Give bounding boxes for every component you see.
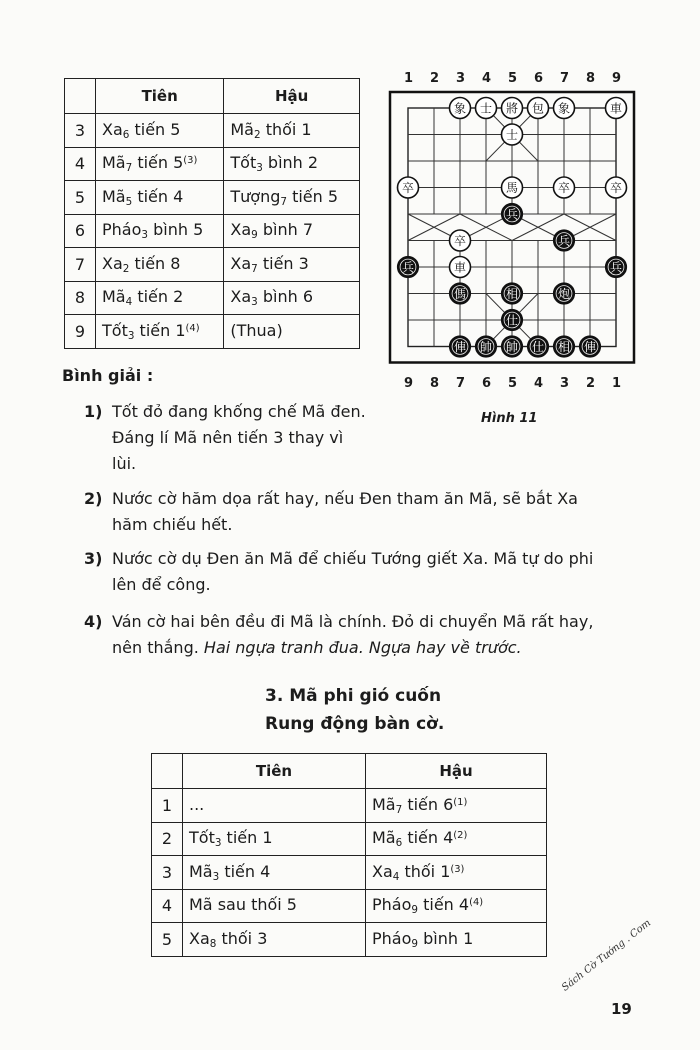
- red-move: [183, 889, 366, 923]
- black-move: [224, 114, 360, 148]
- note-text-line: Nước cờ dụ Đen ăn Mã để chiếu Tướng giết Xa. Mã tự do phi: [112, 549, 594, 568]
- red-move: [96, 214, 224, 248]
- bottom-file-number: 7: [456, 376, 466, 391]
- move-number: 1: [152, 789, 183, 823]
- board-figure: [382, 66, 644, 396]
- black-move: [366, 856, 547, 890]
- move-number: 7: [65, 248, 96, 282]
- piece-name: Xa: [230, 220, 252, 240]
- red-move: [183, 822, 366, 856]
- piece-name: Tốt: [102, 320, 128, 340]
- move-number: 6: [65, 214, 96, 248]
- footnote-marker: (2): [453, 830, 468, 842]
- file-index: 7: [125, 162, 133, 175]
- red-piece-glyph: 相: [505, 287, 519, 301]
- red-piece-glyph: 兵: [609, 260, 623, 275]
- piece-name: ...: [189, 794, 205, 814]
- bottom-file-number: 3: [560, 376, 570, 391]
- move-action: tiến 5: [129, 119, 181, 139]
- table-row: [152, 822, 547, 856]
- file-index: 3: [212, 870, 220, 883]
- move-action: bình 7: [257, 220, 313, 240]
- move-action: tiến 6: [402, 794, 454, 814]
- move-number: 3: [152, 856, 183, 890]
- file-index: 8: [209, 937, 217, 950]
- table-row: [152, 923, 547, 957]
- note-number: 3): [84, 549, 103, 568]
- piece-name: Mã: [372, 828, 396, 848]
- file-index: 3: [256, 162, 263, 175]
- piece-name: Mã: [189, 861, 213, 881]
- red-piece-glyph: 俥: [453, 340, 467, 354]
- piece-name: Xa: [189, 928, 210, 948]
- piece-name: Pháo: [102, 220, 142, 240]
- note-text-line: Tốt đỏ đang khống chế Mã đen.: [112, 402, 366, 421]
- file-index: 5: [125, 195, 133, 208]
- red-move: [96, 281, 224, 315]
- piece-name: Tượng: [230, 186, 281, 206]
- move-action: thối 1: [260, 119, 312, 139]
- piece-name: Pháo: [372, 895, 412, 915]
- note-number: 4): [84, 612, 103, 631]
- move-action: tiến 3: [257, 253, 309, 273]
- black-piece-glyph: 象: [557, 101, 571, 116]
- note-text-line: lên để công.: [112, 575, 211, 594]
- move-action: tiến 1: [134, 320, 186, 340]
- bottom-file-number: 4: [534, 376, 544, 391]
- table-header-row: [152, 754, 547, 789]
- move-action: tiến 5: [287, 186, 339, 206]
- table-row: [152, 789, 547, 823]
- bottom-file-number: 9: [404, 376, 414, 391]
- red-piece-glyph: 仕: [531, 340, 545, 354]
- piece-name: Tốt: [189, 828, 215, 848]
- move-action: bình 5: [148, 220, 204, 240]
- move-action: thối 1: [399, 861, 451, 881]
- file-index: 7: [280, 195, 287, 208]
- move-number: 4: [152, 889, 183, 923]
- moves-table-1: [64, 78, 360, 349]
- move-action: tiến 4: [418, 895, 470, 915]
- black-move: [224, 214, 360, 248]
- red-move: [96, 181, 224, 215]
- move-action: tiến 4: [219, 861, 271, 881]
- file-index: 6: [122, 128, 130, 141]
- red-piece-glyph: 俥: [583, 340, 597, 354]
- file-index: 2: [122, 262, 130, 275]
- figure-caption: Hình 11: [481, 411, 538, 426]
- section-title: 3. Mã phi gió cuốn: [265, 686, 442, 706]
- piece-name: Xa: [372, 861, 393, 881]
- piece-name: Mã sau thối 5: [189, 895, 297, 915]
- header-black: Hậu: [224, 79, 360, 114]
- note-text-line: Đáng lí Mã nên tiến 3 thay vì: [112, 428, 344, 447]
- red-piece-glyph: 兵: [557, 234, 571, 248]
- watermark-signature: Sách Cờ Tướng . Com: [560, 917, 654, 994]
- piece-name: Xa: [230, 287, 252, 307]
- commentary-note-4: [84, 609, 644, 661]
- piece-name: Mã: [102, 153, 126, 173]
- black-piece-glyph: 卒: [609, 181, 623, 195]
- footnote-marker: (3): [183, 155, 198, 167]
- footnote-marker: (4): [185, 322, 200, 334]
- note-text-line: Ván cờ hai bên đều đi Mã là chính. Đỏ di chuyển Mã rất hay,: [112, 612, 594, 631]
- move-number: 5: [65, 181, 96, 215]
- black-piece-glyph: 將: [505, 101, 519, 116]
- black-move: [366, 822, 547, 856]
- file-index: 7: [251, 262, 258, 275]
- move-action: tiến 4: [402, 828, 454, 848]
- move-number: 2: [152, 822, 183, 856]
- header-red: Tiên: [183, 754, 366, 789]
- header-number: [152, 754, 183, 789]
- file-index: 9: [251, 229, 258, 242]
- file-index: 7: [395, 803, 403, 816]
- piece-name: Mã: [102, 186, 126, 206]
- top-file-number: 4: [482, 71, 492, 86]
- bottom-file-number: 1: [612, 376, 622, 391]
- table-header-row: [65, 79, 360, 114]
- file-index: 9: [411, 937, 419, 950]
- move-action: tiến 2: [132, 287, 184, 307]
- footnote-marker: (3): [450, 863, 465, 875]
- table-row: [65, 248, 360, 282]
- header-number: [65, 79, 96, 114]
- file-index: 3: [127, 329, 135, 342]
- piece-name: (Thua): [230, 320, 283, 340]
- black-move: [224, 315, 360, 349]
- red-move: [96, 248, 224, 282]
- piece-name: Xa: [102, 119, 123, 139]
- note-number: 2): [84, 489, 103, 508]
- move-action: thối 3: [216, 928, 268, 948]
- piece-name: Mã: [372, 794, 396, 814]
- table-row: [65, 281, 360, 315]
- top-file-number: 3: [456, 71, 466, 86]
- black-piece-glyph: 車: [609, 101, 623, 116]
- piece-name: Pháo: [372, 928, 412, 948]
- red-piece-glyph: 兵: [401, 260, 415, 275]
- footnote-marker: (1): [453, 796, 468, 808]
- top-file-number: 7: [560, 71, 570, 86]
- piece-name: Xa: [230, 253, 252, 273]
- red-move: [96, 114, 224, 148]
- black-piece-glyph: 包: [531, 101, 545, 116]
- move-action: tiến 4: [132, 186, 184, 206]
- black-piece-glyph: 卒: [453, 234, 467, 248]
- moves-table-2: [151, 753, 547, 957]
- table-row: [65, 315, 360, 349]
- red-move: [96, 147, 224, 181]
- black-piece-glyph: 卒: [401, 181, 415, 195]
- bottom-file-number: 5: [508, 376, 518, 391]
- red-move: [183, 856, 366, 890]
- black-move: [224, 248, 360, 282]
- header-red: Tiên: [96, 79, 224, 114]
- red-piece-glyph: 帥: [479, 340, 493, 354]
- move-action: bình 2: [262, 153, 319, 173]
- move-action: tiến 8: [129, 253, 181, 273]
- move-number: 9: [65, 315, 96, 349]
- piece-name: Xa: [102, 253, 123, 273]
- red-piece-glyph: 相: [557, 340, 571, 354]
- table-row: [65, 214, 360, 248]
- footnote-marker: (4): [469, 897, 484, 909]
- black-piece-glyph: 馬: [505, 181, 519, 195]
- table-row: [65, 181, 360, 215]
- move-number: 4: [65, 147, 96, 181]
- top-file-number: 1: [404, 71, 414, 86]
- black-move: [366, 923, 547, 957]
- red-piece-glyph: 兵: [505, 207, 519, 222]
- black-move: [366, 789, 547, 823]
- red-piece-glyph: 仕: [505, 313, 519, 328]
- piece-name: Mã: [102, 287, 126, 307]
- move-action: tiến 1: [221, 828, 273, 848]
- commentary-note-1: [84, 399, 384, 479]
- black-piece-glyph: 車: [453, 260, 467, 275]
- note-proverb: Hai ngựa tranh đua. Ngựa hay về trước.: [203, 638, 522, 657]
- move-number: 5: [152, 923, 183, 957]
- top-file-number: 6: [534, 71, 544, 86]
- table-row: [65, 114, 360, 148]
- black-move: [224, 181, 360, 215]
- page-number: 19: [611, 1000, 632, 1018]
- black-piece-glyph: 卒: [557, 181, 571, 195]
- black-piece-glyph: 象: [453, 101, 467, 116]
- move-number: 8: [65, 281, 96, 315]
- black-move: [366, 889, 547, 923]
- move-action: tiến 5: [132, 153, 184, 173]
- commentary-note-2: [84, 486, 644, 538]
- top-file-number: 2: [430, 71, 440, 86]
- black-move: [224, 281, 360, 315]
- black-piece-glyph: 士: [479, 101, 493, 116]
- black-move: [224, 147, 360, 181]
- bottom-file-number: 8: [430, 376, 440, 391]
- red-move: [183, 923, 366, 957]
- table-row: [152, 889, 547, 923]
- bottom-file-number: 6: [482, 376, 492, 391]
- note-text-line: Nước cờ hăm dọa rất hay, nếu Đen tham ăn Mã, sẽ bắt Xa: [112, 489, 578, 508]
- table-row: [65, 147, 360, 181]
- red-piece-glyph: 傌: [453, 287, 467, 301]
- table-row: [152, 856, 547, 890]
- file-index: 6: [395, 837, 403, 850]
- red-move: [183, 789, 366, 823]
- file-index: 4: [392, 870, 400, 883]
- move-action: bình 6: [257, 287, 313, 307]
- file-index: 3: [141, 229, 149, 242]
- move-number: 3: [65, 114, 96, 148]
- note-text-line: hăm chiếu hết.: [112, 515, 233, 534]
- header-black: Hậu: [366, 754, 547, 789]
- black-piece-glyph: 士: [505, 128, 519, 142]
- note-number: 1): [84, 402, 103, 421]
- note-text-line: lùi.: [112, 454, 137, 473]
- top-file-number: 5: [508, 71, 518, 86]
- piece-name: Mã: [230, 119, 254, 139]
- commentary-heading: Bình giải :: [62, 366, 154, 385]
- red-piece-glyph: 炮: [557, 287, 571, 301]
- move-action: bình 1: [418, 928, 474, 948]
- note-plain-text: nên thắng.: [112, 638, 204, 657]
- top-file-number: 8: [586, 71, 596, 86]
- red-piece-glyph: 帥: [505, 340, 519, 354]
- file-index: 9: [411, 904, 419, 917]
- section-subtitle: Rung động bàn cờ.: [265, 714, 445, 734]
- file-index: 2: [253, 128, 261, 141]
- top-file-number: 9: [612, 71, 622, 86]
- file-index: 4: [125, 296, 133, 309]
- red-move: [96, 315, 224, 349]
- xiangqi-board: [382, 86, 644, 396]
- bottom-file-number: 2: [586, 376, 596, 391]
- piece-name: Tốt: [230, 153, 257, 173]
- file-index: 3: [214, 837, 222, 850]
- commentary-note-3: [84, 546, 644, 598]
- file-index: 3: [251, 296, 258, 309]
- note-text-line: [112, 635, 522, 661]
